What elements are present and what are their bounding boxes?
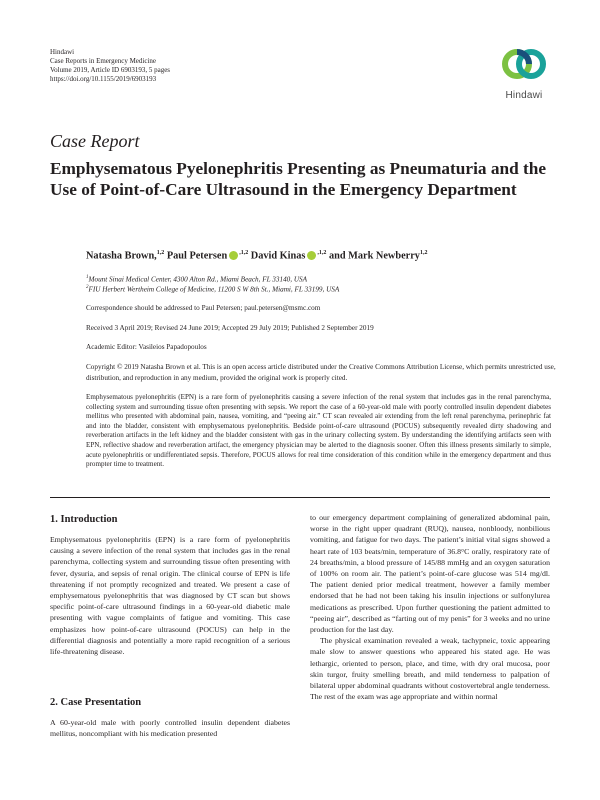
correspondence: Correspondence should be addressed to Paul Petersen; paul.petersen@msmc.com: [86, 304, 321, 312]
right-column-body: [310, 512, 550, 702]
doi-link[interactable]: https://doi.org/10.1155/2019/6903193: [50, 75, 157, 83]
introduction-heading: 1. Introduction: [50, 514, 118, 525]
author-affiliation: 1,2: [156, 250, 165, 256]
author-affiliation: ,1,2: [317, 250, 327, 256]
case-paragraph-continued: to our emergency department complaining of generalized abdominal pain, worse in the right upper quadrant (RUQ), nausea, nonbloody, nonbilious vomiting, and fatigue for two days. The patient’s initial vital signs showed a heart rate of 103 beats/min, temperature of 36.8°C orally, respiratory rate of 24 breaths/min, a blood pressure of 145/88 mmHg and an oxygen saturation of 100% on room air. The patient’s point-of-care glucose was 514 mg/dl. The patient denied prior medical treatment, however a family member endorsed that he had not been taking his insulin injections or sulfonylurea medications as prescribed. Upon further questioning the patient admitted to “peeing air”, described as “farting out of my penis” for 3 weeks and no urine production for the last day.: [310, 513, 550, 635]
hindawi-logo-icon: [498, 44, 550, 90]
author-list: [86, 250, 427, 261]
section-divider: [50, 497, 550, 498]
introduction-body: [50, 534, 290, 657]
logo-wordmark: Hindawi: [505, 90, 543, 101]
journal-name: Case Reports in Emergency Medicine: [50, 57, 157, 65]
introduction-paragraph: Emphysematous pyelonephritis (EPN) is a rare form of pyelonephritis causing a severe infection of the renal system that includes gas in the renal parenchyma, collecting system and surrounding tissue often presenting with fever, dysuria, and sepsis of renal origin. The clinical course of EPN is life threatening if not promptly recognized and treated. We present a case of emphysematous pyelonephritis that was diagnosed by CT scan but shows specific point-of-care ultrasound findings in a 60-year-old diabetic male presenting with vague complaints of fatigue and vomiting. This case emphasizes how point-of-care ultrasound (POCUS) can help in the differential diagnosis and potentially a more rapid recognition of a serious life-threatening disease.: [50, 535, 290, 657]
author-name: and Mark Newberry: [329, 250, 420, 262]
volume-line: Volume 2019, Article ID 6903193, 5 pages: [50, 66, 171, 74]
journal-header: [50, 48, 170, 84]
affiliation-number: 2: [86, 285, 89, 290]
case-paragraph: A 60-year-old male with poorly controlled insulin dependent diabetes mellitus, noncompliant with his medication presented: [50, 718, 290, 739]
orcid-icon[interactable]: [229, 251, 238, 260]
author-affiliation: 1,2: [419, 250, 428, 256]
copyright-notice: Copyright © 2019 Natasha Brown et al. This is an open access article distributed under the Creative Commons Attribution License, which permits unrestricted use, distribution, and reproduction in any medium, provided the original work is properly cited.: [86, 363, 556, 382]
publisher-name: Hindawi: [50, 48, 75, 56]
affiliation-text: FIU Herbert Wertheim College of Medicine, 11200 S W 8th St., Miami, FL 33199, USA: [88, 285, 340, 294]
article-dates: Received 3 April 2019; Revised 24 June 2019; Accepted 29 July 2019; Published 2 September 2019: [86, 324, 374, 332]
article-type: Case Report: [50, 131, 140, 151]
physical-exam-paragraph: The physical examination revealed a weak, tachypneic, toxic appearing male slow to answer questions who appeared his stated age. He was lethargic, oriented to person, place, and time, with dry oral mucosa, poor skin turgor, fruity smelling breath, and mild tenderness to palpation of bilateral upper abdominal quadrants without costovertebral angle tenderness. The rest of the exam was age appropriate and within normal: [310, 636, 550, 702]
case-presentation-body: [50, 717, 290, 739]
affiliation-text: Mount Sinai Medical Center, 4300 Alton Rd., Miami Beach, FL 33140, USA: [88, 275, 308, 284]
affiliation-2: [86, 283, 556, 294]
orcid-icon[interactable]: [307, 251, 316, 260]
case-presentation-heading: 2. Case Presentation: [50, 697, 142, 708]
author-name: David Kinas: [250, 250, 306, 262]
abstract: Emphysematous pyelonephritis (EPN) is a rare form of pyelonephritis causing a severe infection of the renal system that includes gas in the renal parenchyma, collecting system and surrounding tissue often presenting with sepsis. We report the case of a 60-year-old male with poorly controlled insulin dependent diabetes mellitus who presented with abdominal pain, nausea, vomiting, and “peeing air.” CT scan revealed air extending from the left renal parenchyma, perinephric fat and into the bladder, consistent with emphysematous pyelonephritis. Bedside point-of-care ultrasound (POCUS) subsequently revealed dirty shadowing and reverberation artifacts in the left kidney and the bladder consistent with gas in the urinary collecting system. By understanding the identifying artifacts seen with EPN, reflective shadow and reverberation artifact, the emergency physician may be alerted to the diagnosis sooner. Often this illness presents similarly to simple, acute pyelonephritis or undifferentiated sepsis. Therefore, POCUS allows for real time consideration of this condition while in the emergency department and thus prompter time to treatment.: [86, 393, 551, 469]
article-title: Emphysematous Pyelonephritis Presenting as Pneumaturia and the Use of Point-of-Care Ultrasound in the Emergency Department: [50, 159, 547, 199]
academic-editor: Academic Editor: Vasileios Papadopoulos: [86, 343, 207, 351]
author-affiliation: ,1,2: [239, 250, 249, 256]
affiliation-number: 1: [86, 275, 89, 280]
author-name: Paul Petersen: [166, 250, 228, 262]
hindawi-logo: [498, 44, 550, 106]
author-name: Natasha Brown,: [86, 250, 157, 262]
